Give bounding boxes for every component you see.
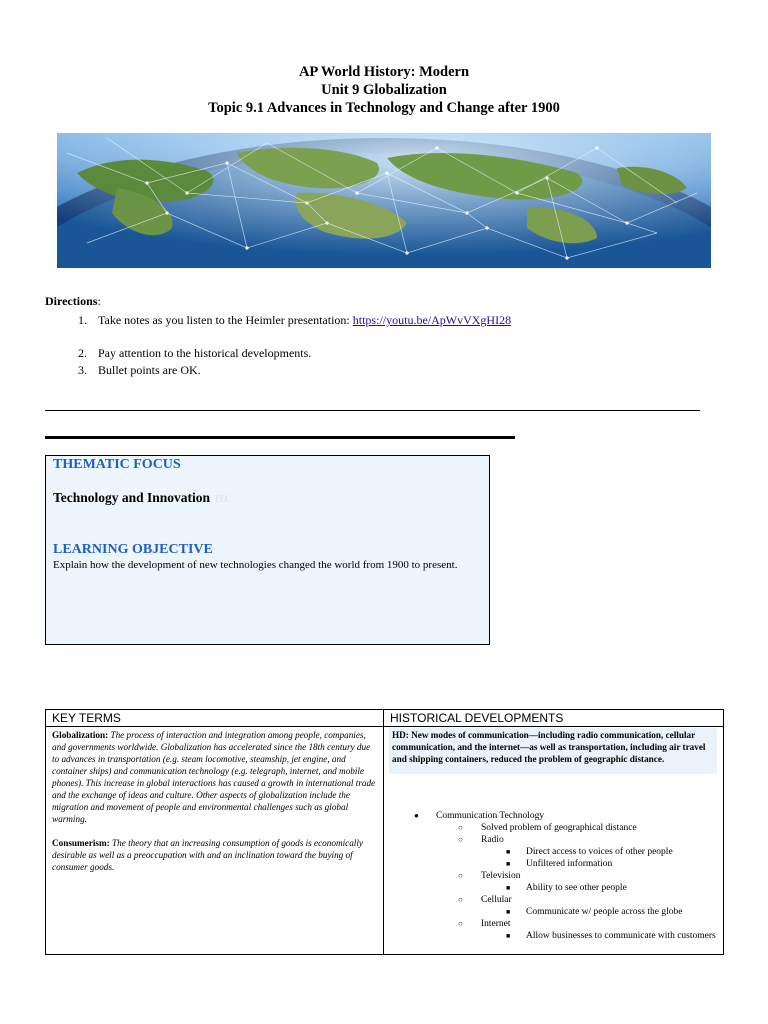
list-item: ■ Direct access to voices of other people (406, 846, 721, 858)
direction-item-3: 3. Bullet points are OK. (90, 362, 725, 379)
list-item: ● Communication Technology (406, 810, 721, 822)
list-item: ■ Ability to see other people (406, 882, 721, 894)
course-title: AP World History: Modern (298, 64, 470, 80)
list-item: ■ Unfiltered information (406, 858, 721, 870)
divider-line (45, 410, 700, 411)
learning-objective-heading: LEARNING OBJECTIVE (53, 542, 213, 557)
topic-title: Topic 9.1 Advances in Technology and Change after 1900 (208, 100, 560, 116)
list-item: ○ Internet (406, 918, 721, 930)
divider-thick-line (45, 436, 515, 439)
heimler-video-link[interactable]: https://youtu.be/ApWvVXgHI28 (352, 313, 512, 327)
term-globalization: Globalization: The process of interaction and integration among people, companies, and governments worldwide. Globalization has accelerated since the 18th century due to advances in transportation (e.g. steam locomotive, steamship, jet engine, and container ships) and communication technology (e.g. telegraph, internet, and mobile phones). This increase in global interactions has caused a growth in international trade and the exchange of ideas and culture. Other aspects of globalization include the migration and movement of people and environmental challenges such as global warming. (52, 730, 376, 824)
directions-section (45, 294, 725, 379)
directions-heading: Directions: (45, 294, 101, 308)
unit-title: Unit 9 Globalization (321, 82, 447, 98)
list-item: ■ Communicate w/ people across the globe (406, 906, 721, 918)
key-terms-table (45, 709, 724, 955)
document-title (0, 63, 768, 117)
notes-list (406, 810, 721, 942)
historical-developments-header: HISTORICAL DEVELOPMENTS (390, 711, 564, 725)
list-item: ○ Cellular (406, 894, 721, 906)
thematic-focus-heading: THEMATIC FOCUS (53, 457, 181, 472)
list-item: ○ Television (406, 870, 721, 882)
directions-list (45, 312, 725, 379)
key-terms-cell (52, 729, 376, 885)
list-item: ○ Solved problem of geographical distance (406, 822, 721, 834)
list-item: ■ Allow businesses to communicate with customers (406, 930, 721, 942)
globe-network-image (57, 133, 711, 268)
term-consumerism: Consumerism: The theory that an increasing consumption of goods is economically desirable as well as a preoccupation with and an inclination toward the buying of consumer goods. (52, 838, 363, 872)
thematic-focus-box (45, 455, 490, 628)
theme-label: Technology and Innovation TEC (53, 490, 232, 505)
historical-development-statement: HD: New modes of communication—including radio communication, cellular communication, and the internet—as well as transportation, including air travel and shipping containers, reduced the problem of geographic distance. (392, 730, 706, 764)
list-item: ○ Radio (406, 834, 721, 846)
thematic-focus-footer-row (45, 626, 490, 645)
direction-item-1: 1. Take notes as you listen to the Heimler presentation: https://youtu.be/ApWvVXgHI28 (90, 312, 725, 329)
key-terms-header: KEY TERMS (52, 711, 121, 725)
direction-item-2: 2. Pay attention to the historical developments. (90, 345, 725, 362)
learning-objective-text: Explain how the development of new technologies changed the world from 1900 to present. (53, 559, 458, 571)
